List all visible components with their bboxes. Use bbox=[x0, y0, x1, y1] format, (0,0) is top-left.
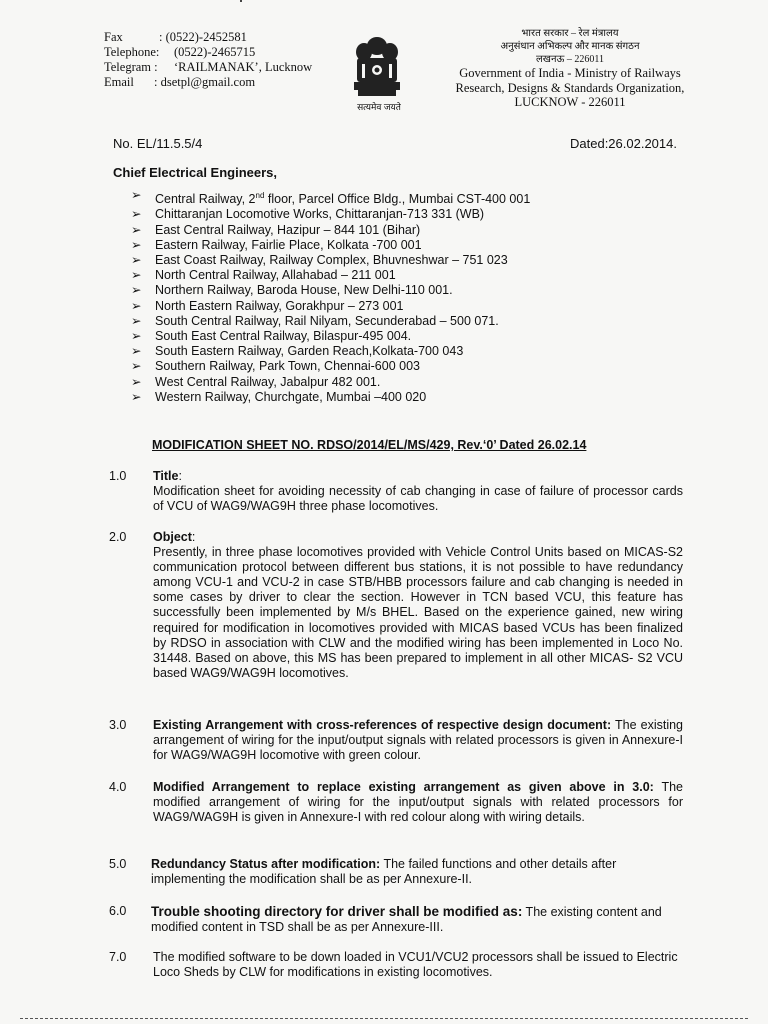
arrow-bullet-icon: ➢ bbox=[131, 298, 142, 313]
modification-sheet-title: MODIFICATION SHEET NO. RDSO/2014/EL/MS/429, Rev.‘0’ Dated 26.02.14 bbox=[152, 438, 587, 452]
hindi-line-1: भारत सरकार – रेल मंत्रालय bbox=[521, 28, 619, 39]
address-item bbox=[131, 188, 530, 207]
address-list bbox=[131, 188, 530, 405]
address-text bbox=[155, 238, 422, 253]
address-text bbox=[155, 344, 463, 359]
address-item bbox=[131, 314, 530, 329]
address-text-main: South Eastern Railway, Garden Reach,Kolkata-700 043 bbox=[155, 344, 464, 359]
section-heading: Object bbox=[153, 530, 192, 544]
section-heading: Redundancy Status after modification: bbox=[151, 857, 381, 871]
address-text-main: North Central Railway, Allahabad – 211 001 bbox=[155, 268, 396, 283]
address-text bbox=[155, 253, 508, 268]
address-text bbox=[155, 329, 411, 344]
org-line-3: LUCKNOW - 226011 bbox=[514, 95, 626, 109]
arrow-bullet-icon: ➢ bbox=[131, 237, 142, 252]
org-line-2: Research, Designs & Standards Organization, bbox=[455, 80, 685, 95]
address-text bbox=[155, 283, 453, 298]
section-heading: Title bbox=[153, 469, 179, 483]
address-item bbox=[131, 390, 530, 405]
emblem-motto: सत्यमेव जयते bbox=[357, 102, 401, 112]
address-item bbox=[131, 253, 530, 268]
arrow-bullet-icon: ➢ bbox=[131, 328, 142, 343]
addressee: Chief Electrical Engineers, bbox=[113, 165, 278, 180]
ordinal-suffix: nd bbox=[255, 191, 265, 200]
section-text: The existing content and modified content in TSD shall be as per Annexure-III. bbox=[151, 905, 662, 935]
telephone-value: (0522)-2465715 bbox=[174, 45, 256, 59]
telephone-label: Telephone: bbox=[104, 45, 160, 59]
address-item bbox=[131, 299, 530, 314]
address-item bbox=[131, 359, 530, 374]
address-text-main: South East Central Railway, Bilaspur-495 004. bbox=[155, 328, 412, 343]
arrow-bullet-icon: ➢ bbox=[131, 344, 142, 359]
org-line-1: Government of India - Ministry of Railways bbox=[459, 66, 681, 80]
address-text-main: East Central Railway, Hazipur – 844 101 (Bihar) bbox=[155, 222, 421, 237]
section-text: The failed functions and other details after implementing the modification shall be as per Annexure-II. bbox=[151, 857, 617, 887]
address-text-main: West Central Railway, Jabalpur 482 001. bbox=[155, 374, 381, 389]
organization-block bbox=[440, 27, 700, 110]
address-text bbox=[155, 390, 426, 405]
scan-mark bbox=[240, 0, 242, 2]
address-text bbox=[155, 314, 499, 329]
address-item bbox=[131, 268, 530, 283]
address-text-main: Southern Railway, Park Town, Chennai-600 003 bbox=[155, 359, 420, 374]
arrow-bullet-icon: ➢ bbox=[131, 188, 142, 202]
address-text-main: Northern Railway, Baroda House, New Delhi-110 001. bbox=[155, 283, 453, 298]
email-value: : dsetpl@gmail.com bbox=[154, 75, 256, 89]
section-text: The modified software to be down loaded in VCU1/VCU2 processors shall be issued to Electric Loco Sheds by CLW for modifications in existing locomotives. bbox=[153, 950, 678, 980]
address-item bbox=[131, 375, 530, 390]
section-text: The modified arrangement of wiring for the input/output signals with related processors for WAG9/WAG9H is given in Annexure-I with red colour along with wiring details. bbox=[153, 780, 683, 825]
section-heading: Trouble shooting directory for driver shall be modified as: bbox=[151, 904, 523, 919]
address-text-main: East Coast Railway, Railway Complex, Bhuvneshwar – 751 023 bbox=[155, 252, 508, 267]
arrow-bullet-icon: ➢ bbox=[131, 283, 142, 298]
heading-suffix: : bbox=[178, 469, 182, 483]
fax-value: : (0522)-2452581 bbox=[159, 30, 247, 44]
arrow-bullet-icon: ➢ bbox=[131, 313, 142, 328]
address-text-main: Chittaranjan Locomotive Works, Chittaranjan-713 331 (WB) bbox=[155, 207, 485, 222]
address-text bbox=[155, 207, 484, 222]
section-number: 4.0 bbox=[109, 780, 127, 794]
address-item bbox=[131, 238, 530, 253]
address-text bbox=[155, 268, 396, 283]
hindi-line-3: लखनऊ – 226011 bbox=[536, 54, 604, 65]
address-text-main: Western Railway, Churchgate, Mumbai –400 020 bbox=[155, 389, 427, 404]
address-text bbox=[155, 188, 530, 207]
arrow-bullet-icon: ➢ bbox=[131, 268, 142, 283]
telegram-value: ‘RAILMANAK’, Lucknow bbox=[174, 60, 313, 74]
address-item bbox=[131, 329, 530, 344]
date: Dated:26.02.2014. bbox=[570, 136, 677, 151]
section-heading: Modified Arrangement to replace existing arrangement as given above in 3.0: bbox=[153, 780, 654, 794]
footer-rule bbox=[20, 1018, 748, 1019]
address-item bbox=[131, 223, 530, 238]
section-text: The existing arrangement of wiring for the input/output signals with related processors is given in Annexure-I for WAG9/WAG9H locomotive with green colour. bbox=[153, 718, 684, 763]
address-text bbox=[155, 299, 404, 314]
fax-label: Fax bbox=[104, 30, 123, 44]
hindi-line-2: अनुसंधान अभिकल्प और मानक संगठन bbox=[500, 41, 640, 52]
address-item bbox=[131, 344, 530, 359]
address-text bbox=[155, 375, 380, 390]
address-text bbox=[155, 223, 420, 238]
address-item bbox=[131, 207, 530, 222]
telegram-label: Telegram : bbox=[104, 60, 158, 74]
address-text-main: Eastern Railway, Fairlie Place, Kolkata -700 001 bbox=[155, 237, 422, 252]
arrow-bullet-icon: ➢ bbox=[131, 222, 142, 237]
address-text-main: South Central Railway, Rail Nilyam, Secunderabad – 500 071. bbox=[155, 313, 499, 328]
section-text: Presently, in three phase locomotives provided with Vehicle Control Units based on MICAS-S2 communication protocol between different bus stations, it is not possible to have redundancy among VCU-1 and VCU-2 in case STB/HBB processors failure and cab changing is needed in some cases by driver to clear the section. However in TCN based VCU, this feature has successfully been implemented by M/s BHEL. Based on the experience gained, new wiring required for modification in locomotives provided with MICAS based VCUs has been finalized by RDSO in association with CLW and the modified wiring has been implemented in Loco No. 31448. Based on above, this MS has been prepared to implement in all other MICAS- S2 VCU based WAG9/WAG9H locomotives. bbox=[153, 545, 683, 680]
contact-block bbox=[104, 30, 312, 90]
arrow-bullet-icon: ➢ bbox=[131, 374, 142, 389]
section-number: 1.0 bbox=[109, 469, 127, 483]
reference-number: No. EL/11.5.5/4 bbox=[113, 136, 203, 151]
arrow-bullet-icon: ➢ bbox=[131, 252, 142, 267]
section-number: 2.0 bbox=[109, 530, 127, 544]
address-item bbox=[131, 283, 530, 298]
section-number: 6.0 bbox=[109, 904, 127, 918]
address-text-main: North Eastern Railway, Gorakhpur – 273 001 bbox=[155, 298, 404, 313]
arrow-bullet-icon: ➢ bbox=[131, 389, 142, 404]
section-number: 5.0 bbox=[109, 857, 127, 871]
section-text: Modification sheet for avoiding necessity of cab changing in case of failure of processor cards of VCU of WAG9/WAG9H three phase locomotives. bbox=[153, 484, 683, 514]
heading-suffix: : bbox=[191, 530, 196, 544]
arrow-bullet-icon: ➢ bbox=[131, 207, 142, 222]
section-number: 3.0 bbox=[109, 718, 127, 732]
section-number: 7.0 bbox=[109, 950, 127, 964]
section-heading: Existing Arrangement with cross-references of respective design document: bbox=[153, 718, 612, 732]
address-text-rest: floor, Parcel Office Bldg., Mumbai CST-400 001 bbox=[264, 192, 531, 207]
address-text bbox=[155, 359, 420, 374]
email-label: Email bbox=[104, 75, 134, 89]
arrow-bullet-icon: ➢ bbox=[131, 359, 142, 374]
address-text-main: Central Railway, 2 bbox=[155, 192, 256, 207]
